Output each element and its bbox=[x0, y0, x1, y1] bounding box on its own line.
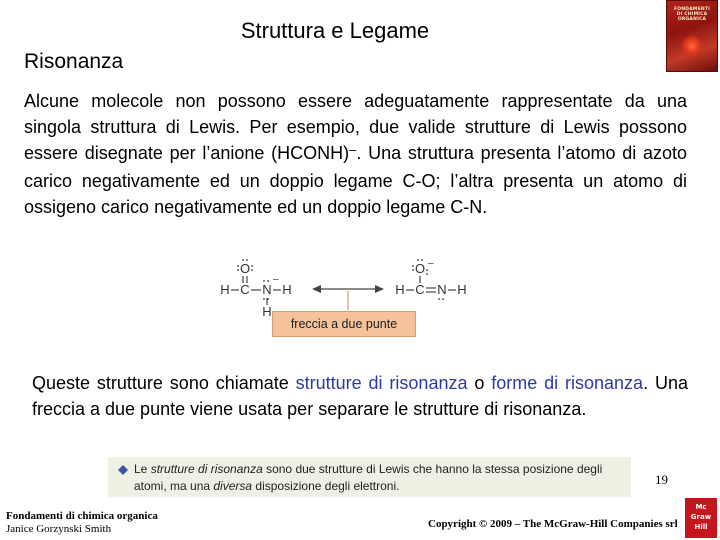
term-resonance-forms: forme di risonanza bbox=[491, 373, 644, 393]
book-cover-thumbnail bbox=[666, 0, 718, 72]
term-resonance-structures: strutture di risonanza bbox=[295, 373, 468, 393]
right-c-atom: C bbox=[415, 282, 425, 297]
left-oxygen-atom: O bbox=[239, 261, 251, 276]
cover-flower-image bbox=[681, 35, 703, 57]
right-oxygen-atom: O bbox=[414, 261, 426, 276]
definition-text: Le strutture di risonanza sono due strutture di Lewis che hanno la stessa posizione degli atomi, ma una diversa disposizione degli elettroni. bbox=[134, 462, 603, 493]
right-h-atom: H bbox=[395, 282, 405, 297]
right-resonance-structure bbox=[395, 258, 466, 300]
footer-book-title: Fondamenti di chimica organica bbox=[6, 510, 158, 522]
left-n-charge: – bbox=[273, 274, 279, 285]
left-resonance-structure bbox=[220, 259, 291, 319]
lone-pair-dot bbox=[237, 265, 239, 267]
left-h-atom: H bbox=[220, 282, 230, 297]
anion-charge: – bbox=[349, 142, 357, 157]
section-heading: Risonanza bbox=[24, 50, 124, 73]
explanation-paragraph: Queste strutture sono chiamate strutture di risonanza o forme di risonanza. Una freccia a due punte viene usata per separare le strutture di risonanza. bbox=[32, 373, 688, 419]
definition-emphasis: diversa bbox=[213, 479, 253, 493]
left-c-atom: C bbox=[240, 282, 250, 297]
intro-paragraph: Alcune molecole non possono essere adeguatamente rappresentate da una singola struttura di Lewis. Per esempio, due valide strutture di Lewis possono essere disegnate per l’anione (HCONH)–. Una struttura presenta l’atomo di azoto carico negativamente ed un doppio legame C-O; l’altra presenta un atomo di ossigeno carico negativamente ed un doppio legame C-N. bbox=[24, 91, 687, 217]
right-n-atom: N bbox=[437, 282, 447, 297]
right-oxygen-charge: – bbox=[428, 258, 434, 269]
left-n-h-atom: H bbox=[262, 304, 272, 319]
left-n-atom: N bbox=[262, 282, 272, 297]
arrow-label: freccia a due punte bbox=[290, 317, 398, 331]
right-h2-atom: H bbox=[457, 282, 467, 297]
diamond-bullet-icon bbox=[118, 465, 128, 475]
page-number: 19 bbox=[655, 472, 668, 487]
book-cover-title: FONDAMENTI DI CHIMICA ORGANICA bbox=[674, 7, 710, 22]
mcgraw-hill-logo: Mc Graw Hill bbox=[685, 498, 717, 538]
left-h2-atom: H bbox=[282, 282, 292, 297]
definition-term: strutture di risonanza bbox=[150, 462, 263, 476]
footer-author: Janice Gorzynski Smith bbox=[6, 523, 112, 535]
slide-title: Struttura e Legame bbox=[240, 18, 430, 43]
footer-copyright: Copyright © 2009 – The McGraw-Hill Companies srl bbox=[428, 518, 678, 530]
